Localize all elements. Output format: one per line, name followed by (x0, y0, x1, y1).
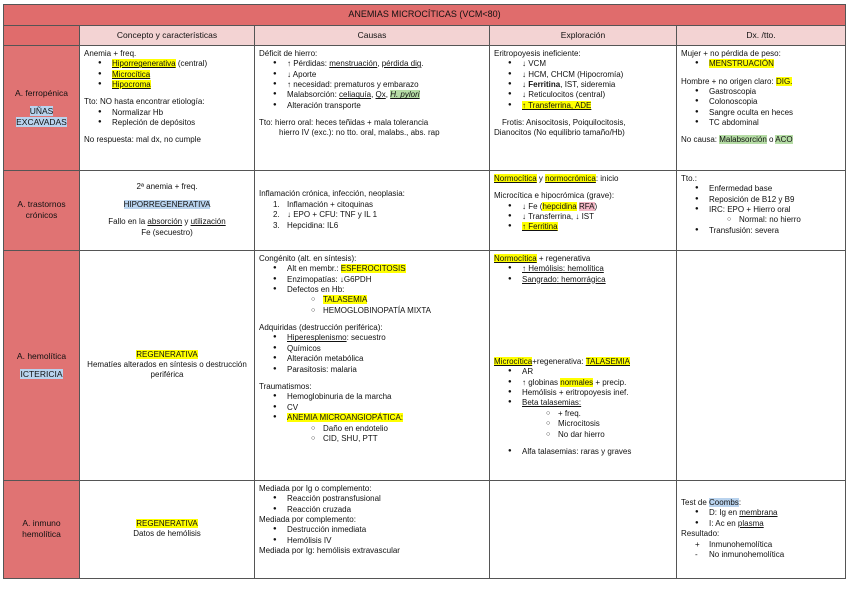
list-item: ● Enfermedad base (709, 184, 841, 194)
text: Hombre + no origen claro: (681, 76, 776, 86)
list-item (522, 398, 672, 440)
cell-concepto-ferropenica (80, 45, 255, 170)
text-hl: normales (560, 377, 594, 387)
text-hl: Normocítica (494, 173, 537, 183)
row-name: A. hemolítica (16, 350, 67, 361)
text-u: Beta talasemias: (522, 398, 582, 408)
text: Test de (681, 498, 710, 508)
list-number: 1. (273, 199, 280, 209)
list-item: ● Reposición de B12 y B9 (709, 195, 841, 205)
row-label-hemolitica (4, 250, 80, 480)
text: ↓ (522, 79, 529, 89)
list-item (273, 199, 485, 210)
list-item (522, 101, 672, 111)
list-item: ● AR (522, 367, 672, 377)
cell-dx-ferropenica (677, 45, 846, 170)
list (494, 59, 672, 111)
text-u: utilización (190, 217, 226, 227)
text-line: hierro IV (exc.): no tto. oral, malabs., abs. rap (279, 128, 440, 138)
text-hl: Microcítica (494, 356, 533, 366)
anemias-table (3, 4, 846, 579)
list-item: ● Hemoglobinuria de la marcha (287, 392, 485, 402)
text: I: Ac en (709, 518, 738, 528)
list (681, 59, 841, 69)
sublist (522, 409, 672, 440)
text: Inflamación + citoquinas (287, 199, 374, 209)
list-item: ● Reacción postransfusional (287, 494, 485, 504)
list-item (273, 210, 485, 220)
text-line: Déficit de hierro: (259, 48, 318, 58)
text-hl: ↑ Transferrina, ADE (522, 100, 592, 110)
text-u: absorción (147, 217, 183, 227)
text-hl: normocrómica (545, 173, 596, 183)
list-item: ○ No dar hierro (558, 430, 672, 440)
list-item (709, 508, 841, 518)
list-item: ● Destrucción inmediata (287, 525, 485, 535)
cell-concepto-hemolitica (80, 250, 255, 480)
text: : inicio (595, 173, 619, 183)
row-label-ferropenica (4, 45, 80, 170)
header-causas: Causas (255, 25, 490, 45)
text: + precip. (593, 377, 627, 387)
text-line: Mujer + no pérdida de peso: (681, 48, 781, 58)
text-hl: Normocítica (494, 253, 537, 263)
list (84, 108, 250, 129)
text-line: Traumatismos: (259, 382, 312, 392)
cell-causas-hemolitica (255, 250, 490, 480)
plus-symbol: + (695, 539, 700, 549)
text: +regenerativa: (532, 356, 586, 366)
list-item: ● ↓ Reticulocitos (central) (522, 90, 672, 100)
text: y (536, 173, 546, 183)
text: Inmunohemolítica (709, 539, 773, 549)
text-line: Congénito (alt. en síntesis): (259, 253, 357, 263)
text-line: 2ª anemia + freq. (136, 182, 198, 192)
row-name: A. ferropénica (15, 87, 68, 98)
minus-symbol: - (695, 550, 698, 560)
cell-exploracion-cronicos (490, 170, 677, 250)
text-line: Inflamación crónica, infección, neoplasia: (259, 189, 405, 199)
cell-exploracion-inmuno (490, 480, 677, 578)
text-line: Tto: NO hasta encontrar etiología: (84, 97, 205, 107)
text-line: Resultado: (681, 529, 720, 539)
sublist (287, 424, 485, 445)
text-hl: Coombs (709, 498, 739, 508)
text-hl: MENSTRUACIÓN (709, 59, 774, 69)
text-u: : hemorrágica (556, 274, 606, 284)
text-line: Mediada por Ig: hemólisis extravascular (259, 546, 400, 556)
list-item: ● CV (287, 403, 485, 413)
list-item (709, 205, 841, 226)
list-item: ○ Microcitosis (558, 419, 672, 429)
list-item (287, 413, 485, 444)
text-line: Hematíes alterados en síntesis o destrucción periférica (87, 360, 247, 380)
text-line (494, 254, 672, 264)
list-item: ● ↑ necesidad: prematuros y embarazo (287, 80, 485, 90)
text: No inmunohemolítica (709, 550, 785, 560)
list-item: ● Hemólisis IV (287, 536, 485, 546)
text-hl: DIG. (775, 76, 793, 86)
text-hl: REGENERATIVA (136, 518, 198, 528)
text: y (182, 217, 191, 227)
row-inmuno (4, 480, 846, 578)
text-line: No respuesta: mal dx, no cumple (84, 135, 201, 145)
text-hl: Microcítica (112, 69, 151, 79)
list (494, 447, 672, 457)
text-u: membrana (739, 508, 778, 518)
text: , (371, 90, 376, 100)
list-item (522, 378, 672, 388)
cell-concepto-inmuno (80, 480, 255, 578)
text-line (84, 217, 250, 227)
list (259, 59, 485, 111)
text-line: Mediada por complemento: (259, 514, 356, 524)
list-item: ○ + freq. (558, 409, 672, 419)
text-line: Anemia + freq. (84, 48, 137, 58)
list-item (695, 550, 841, 560)
text-line (494, 357, 672, 367)
list-item: ● ↓ Aporte (287, 70, 485, 80)
text: : (738, 498, 742, 508)
text: + regenerativa (536, 253, 591, 263)
text-hl: TALASEMIA (323, 295, 368, 305)
list-item: ● Transfusión: severa (709, 226, 841, 236)
list (259, 392, 485, 444)
list-item: ● ↓ HCM, CHCM (Hipocromía) (522, 70, 672, 80)
text-u: Qx (375, 90, 386, 100)
row-name: A. inmuno hemolítica (22, 518, 61, 540)
cell-causas-inmuno (255, 480, 490, 578)
list-item: ○ Daño en endotelio (323, 424, 485, 434)
list (259, 264, 485, 316)
list (494, 367, 672, 440)
list-number: 3. (273, 220, 280, 230)
text-bold: Ferritina (528, 79, 561, 89)
list-item (522, 222, 672, 232)
header-dx-tto: Dx. /tto. (677, 25, 846, 45)
text-hl: ACO (775, 135, 793, 145)
list-item: ● Sangre oculta en heces (709, 108, 841, 118)
list-item: ○ CID, SHU, PTT (323, 434, 485, 444)
list-item (323, 295, 485, 305)
text-hl: RFA (578, 201, 595, 211)
text: Alt en membr.: (287, 264, 341, 274)
header-concepto: Concepto y características (80, 25, 255, 45)
row-label-inmuno (4, 480, 80, 578)
list (494, 264, 672, 285)
text-line: Datos de hemólisis (133, 529, 201, 539)
list (259, 200, 485, 231)
list-item (112, 70, 250, 80)
text: ↓ EPO + CFU: TNF y IL 1 (287, 210, 378, 220)
text: IRC: EPO + Hierro oral (709, 204, 791, 214)
list-item: ● Químicos (287, 344, 485, 354)
text: Fallo en la (108, 217, 148, 227)
text-hl: HIPORREGENERATIVA (123, 199, 211, 209)
cell-exploracion-ferropenica (490, 45, 677, 170)
text: ↑ Pérdidas: (287, 59, 330, 69)
list-item: ● Hemólisis + eritropoyesis inef. (522, 388, 672, 398)
text-hl: Hipocroma (112, 79, 151, 89)
text: No causa: (681, 135, 720, 145)
text-line (681, 135, 841, 145)
text-line: Fe (secuestro) (141, 227, 193, 237)
text-u: Sangrado (522, 274, 557, 284)
list-item (709, 519, 841, 529)
cell-dx-cronicos (677, 170, 846, 250)
text-u: ↑ Hemólisis (522, 264, 563, 274)
row-hemolitica (4, 250, 846, 480)
text: D: Ig en (709, 508, 740, 518)
text-hl: H. pylori (390, 90, 420, 100)
list-item: ● Alteración metabólica (287, 354, 485, 364)
text-line (681, 498, 841, 508)
list-item: ● TC abdominal (709, 118, 841, 128)
list (259, 333, 485, 375)
list-item (112, 80, 250, 90)
text: , (377, 59, 382, 69)
cell-concepto-cronicos (80, 170, 255, 250)
text: ) (594, 201, 598, 211)
cell-causas-ferropenica (255, 45, 490, 170)
list-item (522, 202, 672, 212)
list (84, 59, 250, 90)
text-u: Hiperesplenismo (287, 333, 347, 343)
list-item (287, 333, 485, 343)
text: , IST, sideremia (560, 79, 616, 89)
text-hl: Malabsorción (719, 135, 767, 145)
list-item: ● Parasitosis: malaria (287, 365, 485, 375)
table-title: ANEMIAS MICROCÍTICAS (VCM<80) (4, 5, 846, 26)
sublist (287, 295, 485, 316)
list-item (287, 264, 485, 274)
cell-exploracion-hemolitica (490, 250, 677, 480)
text: Malabsorción: (287, 90, 340, 100)
list-item: ● Alfa talasemias: raras y graves (522, 447, 672, 457)
list-item (709, 59, 841, 69)
list-item (522, 275, 672, 285)
text-hl: hepcidina (542, 201, 577, 211)
list-item (522, 264, 672, 274)
text: o (766, 135, 776, 145)
list-item: ● Gastroscopia (709, 87, 841, 97)
text-hl: ESFEROCITOSIS (340, 264, 406, 274)
row-label-cronicos (4, 170, 80, 250)
text-line: Microcítica e hipocrómica (grave): (494, 191, 615, 201)
text-hl: REGENERATIVA (136, 349, 198, 359)
list-item (522, 80, 672, 90)
cell-dx-inmuno (677, 480, 846, 578)
list (259, 525, 485, 546)
list-item (273, 220, 485, 231)
sublist (709, 215, 841, 225)
cell-causas-cronicos (255, 170, 490, 250)
header-blank (4, 25, 80, 45)
list-item (112, 59, 250, 69)
text-line (494, 174, 672, 184)
list (681, 87, 841, 129)
text-u: : hemolítica (562, 264, 604, 274)
text-line: Tto: hierro oral: heces teñidas + mala tolerancia (259, 118, 429, 128)
row-ferropenica (4, 45, 846, 170)
text-hl: TALASEMIA (585, 356, 630, 366)
list-number: 2. (273, 210, 280, 220)
list-item: ● Repleción de depósitos (112, 118, 250, 128)
text-hl: ↑ Ferritina (522, 222, 558, 232)
text-line: Dianocitos (No equilibrio tamaño/Hb) (494, 128, 625, 138)
text-hl: Hiporregenerativa (112, 59, 176, 69)
list-item (695, 539, 841, 550)
list-item: ○ Normal: no hierro (739, 215, 841, 225)
text: . (421, 59, 424, 69)
list-item (287, 59, 485, 69)
text: Hepcidina: IL6 (287, 220, 339, 230)
text: : secuestro (346, 333, 386, 343)
text-line: Eritropoyesis ineficiente: (494, 48, 581, 58)
text-line: Frotis: Anisocitosis, Poiquilocitosis, (502, 118, 626, 128)
list-item (287, 90, 485, 100)
text-line (681, 77, 841, 87)
header-exploracion: Exploración (490, 25, 677, 45)
text-hl: ANEMIA MICROANGIOPÁTICA: (287, 413, 404, 423)
list-item: ● ↓ VCM (522, 59, 672, 69)
row-cronicos (4, 170, 846, 250)
text: (central) (175, 59, 208, 69)
row-name: A. trastornos crónicos (17, 199, 66, 221)
list-item: ● Enzimopatías: ↓G6PDH (287, 275, 485, 285)
text: ↑ globinas (522, 377, 561, 387)
badge-ictericia: ICTERICIA (20, 368, 63, 379)
text-line: Adquiridas (destrucción periférica): (259, 323, 383, 333)
list-item (287, 285, 485, 316)
list (259, 494, 485, 515)
text-line: Tto.: (681, 173, 698, 183)
text-u: plasma (737, 518, 764, 528)
text: , (385, 90, 391, 100)
badge-unas-excavadas: UÑAS EXCAVADAS (16, 105, 67, 127)
list (681, 540, 841, 561)
text: ↓ Fe ( (522, 201, 543, 211)
list (681, 508, 841, 529)
text-u: pérdida dig (381, 59, 422, 69)
cell-dx-hemolitica (677, 250, 846, 480)
text-line: Mediada por Ig o complemento: (259, 483, 372, 493)
list-item: ● Colonoscopia (709, 97, 841, 107)
list-item: ● Normalizar Hb (112, 108, 250, 118)
list (681, 184, 841, 236)
text-u: menstruación (329, 59, 378, 69)
text: Defectos en Hb: (287, 284, 345, 294)
list-item: ● ↓ Transferrina, ↓ IST (522, 212, 672, 222)
list-item: ● Alteración transporte (287, 101, 485, 111)
text-u: celiaquía (339, 90, 372, 100)
list-item: ● Reacción cruzada (287, 505, 485, 515)
list (494, 202, 672, 233)
list-item: ○ HEMOGLOBINOPATÍA MIXTA (323, 306, 485, 316)
